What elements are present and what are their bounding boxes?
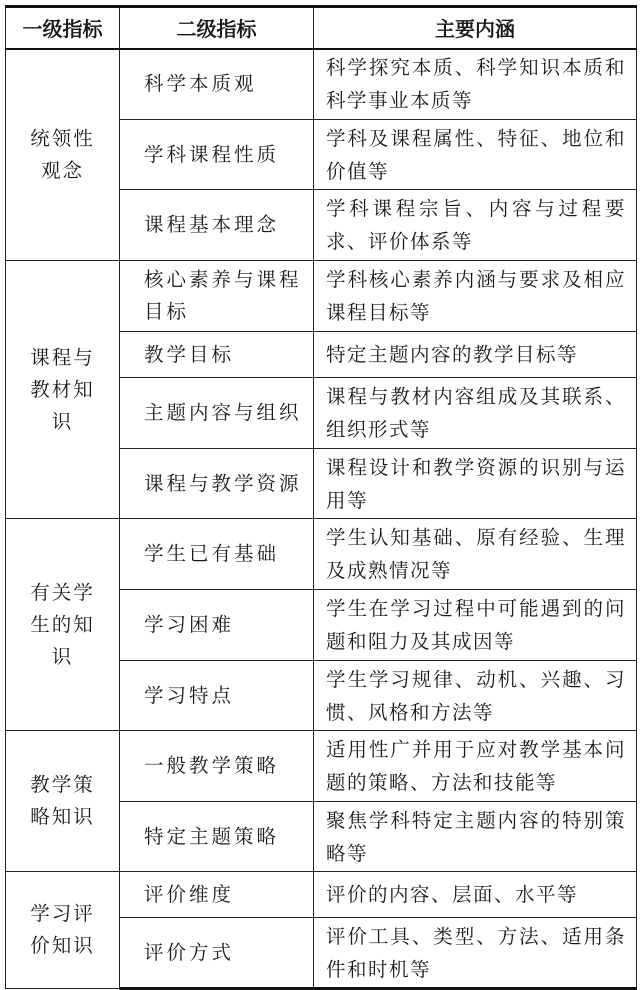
header-level1: 一级指标: [6, 7, 120, 49]
level2-cell: 教学目标: [120, 332, 314, 378]
content-cell: 学生学习规律、动机、兴趣、习惯、风格和方法等: [314, 661, 637, 731]
level1-cell: 有关学生的知识: [6, 519, 120, 731]
content-cell: 学科课程宗旨、内容与过程要求、评价体系等: [314, 190, 637, 261]
content-cell: 课程与教材内容组成及其联系、组织形式等: [314, 378, 637, 449]
header-content: 主要内涵: [314, 7, 637, 49]
content-cell: 评价工具、类型、方法、适用条件和时机等: [314, 918, 637, 989]
level2-cell: 课程基本理念: [120, 190, 314, 261]
level2-cell: 科学本质观: [120, 49, 314, 120]
level2-cell: 一般教学策略: [120, 731, 314, 802]
content-cell: 评价的内容、层面、水平等: [314, 872, 637, 918]
header-level2: 二级指标: [120, 7, 314, 49]
table-row: [6, 872, 637, 918]
content-cell: 科学探究本质、科学知识本质和科学事业本质等: [314, 49, 637, 120]
content-cell: 学科及课程属性、特征、地位和价值等: [314, 120, 637, 190]
level2-cell: 评价维度: [120, 872, 314, 918]
level2-cell: 特定主题策略: [120, 802, 314, 872]
table-row: [6, 261, 637, 332]
level2-cell: 学生已有基础: [120, 519, 314, 590]
level1-cell: 统领性观念: [6, 49, 120, 261]
level2-cell: 学科课程性质: [120, 120, 314, 190]
content-cell: 学科核心素养内涵与要求及相应课程目标等: [314, 261, 637, 332]
level2-cell: 学习特点: [120, 661, 314, 731]
level2-cell: 评价方式: [120, 918, 314, 989]
table-row: [6, 49, 637, 120]
level2-cell: 课程与教学资源: [120, 449, 314, 519]
table-header-row: [6, 7, 637, 49]
indicator-table: [5, 5, 637, 990]
level1-cell: 课程与教材知识: [6, 261, 120, 519]
content-cell: 课程设计和教学资源的识别与运用等: [314, 449, 637, 519]
content-cell: 特定主题内容的教学目标等: [314, 332, 637, 378]
level1-cell: 教学策略知识: [6, 731, 120, 872]
level2-cell: 主题内容与组织: [120, 378, 314, 449]
content-cell: 聚焦学科特定主题内容的特别策略等: [314, 802, 637, 872]
level2-cell: 学习困难: [120, 590, 314, 661]
content-cell: 学生在学习过程中可能遇到的问题和阻力及其成因等: [314, 590, 637, 661]
table-row: [6, 731, 637, 802]
level2-cell: 核心素养与课程目标: [120, 261, 314, 332]
content-cell: 学生认知基础、原有经验、生理及成熟情况等: [314, 519, 637, 590]
table-row: [6, 519, 637, 590]
content-cell: 适用性广并用于应对教学基本问题的策略、方法和技能等: [314, 731, 637, 802]
level1-cell: 学习评价知识: [6, 872, 120, 989]
